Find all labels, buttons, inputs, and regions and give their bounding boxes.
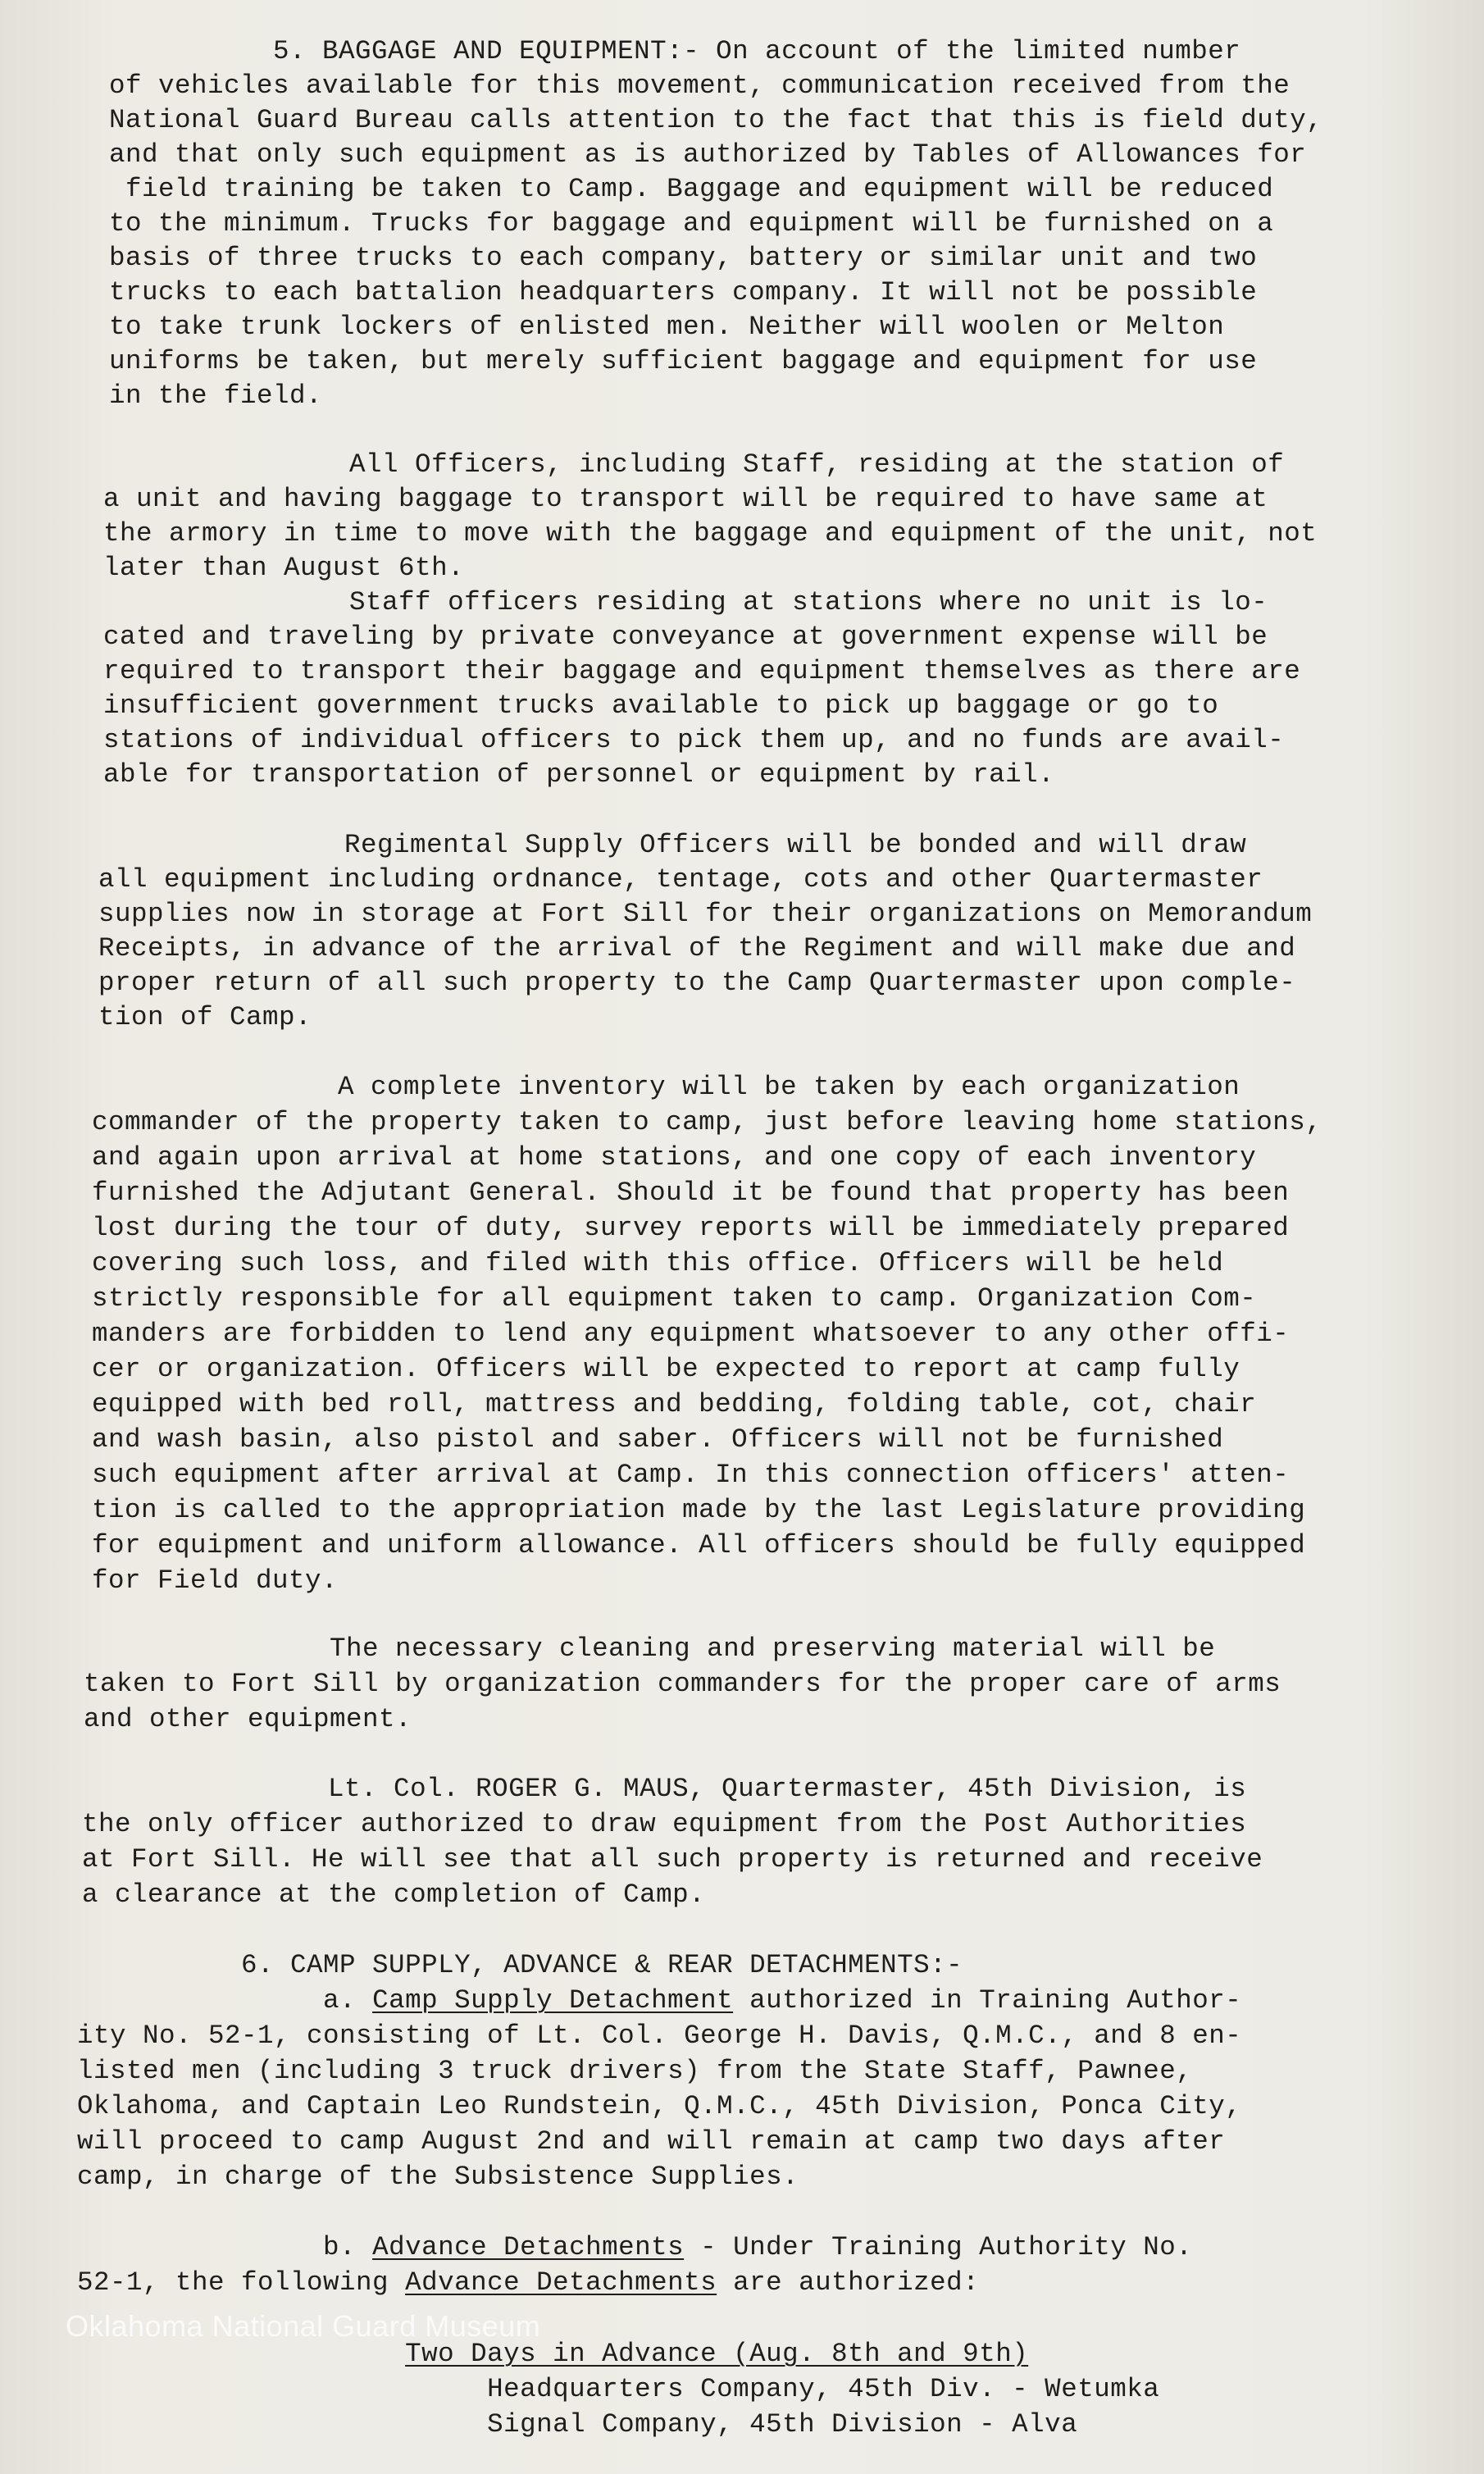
item-a-indent: a. (77, 1985, 373, 2016)
item-b-line2-pre: 52-1, the following (77, 2267, 406, 2298)
advance-detachments-ref: Advance Detachments (405, 2267, 717, 2298)
text-line: tion of Camp. (98, 1002, 312, 1032)
text-line: stations of individual officers to pick them up, and no funds are avail- (103, 725, 1285, 755)
text-line: proper return of all such property to the Camp Quartermaster upon comple- (98, 968, 1296, 998)
text-line: uniforms be taken, but merely sufficient baggage and equipment for use (109, 346, 1258, 376)
text-line: and other equipment. (84, 1704, 412, 1734)
text-line: The necessary cleaning and preserving material will be (84, 1633, 1216, 1664)
item-b-first-line (77, 2230, 1192, 2264)
item-a-rest: authorized in Training Author- (733, 1985, 1242, 2016)
text-line: National Guard Bureau calls attention to the fact that this is field duty, (109, 105, 1323, 135)
text-line: A complete inventory will be taken by each organization (92, 1072, 1240, 1102)
unit-line: Headquarters Company, 45th Div. - Wetumka (77, 2374, 1160, 2404)
text-line: a clearance at the completion of Camp. (82, 1879, 706, 1910)
text-line: trucks to each battalion headquarters company. It will not be possible (109, 277, 1258, 308)
text-line: Oklahoma, and Captain Leo Rundstein, Q.M.C., 45th Division, Ponca City, (77, 2091, 1242, 2121)
text-line: insufficient government trucks available to pick up baggage or go to (103, 690, 1219, 721)
text-line: and again upon arrival at home stations, and one copy of each inventory (92, 1142, 1257, 1173)
section-6-heading: 6. CAMP SUPPLY, ADVANCE & REAR DETACHMENTS:- (77, 1950, 963, 1980)
text-line: and that only such equipment as is authorized by Tables of Allowances for (109, 139, 1307, 170)
text-line: listed men (including 3 truck drivers) from the State Staff, Pawnee, (77, 2056, 1193, 2086)
text-line: lost during the tour of duty, survey reports will be immediately prepared (92, 1213, 1290, 1243)
text-line: strictly responsible for all equipment taken to camp. Organization Com- (92, 1283, 1257, 1314)
two-days-in-advance-title: Two Days in Advance (Aug. 8th and 9th) (405, 2339, 1029, 2369)
text-line: able for transportation of personnel or equipment by rail. (103, 759, 1055, 790)
text-line: tion is called to the appropriation made by the last Legislature providing (92, 1495, 1306, 1525)
item-b-second-line (77, 2266, 979, 2299)
text-line: manders are forbidden to lend any equipment whatsoever to any other offi- (92, 1319, 1290, 1349)
text-line: commander of the property taken to camp, just before leaving home stations, (92, 1107, 1322, 1137)
text-line: of vehicles available for this movement, communication received from the (109, 71, 1291, 101)
text-line: in the field. (109, 380, 323, 411)
text-line: camp, in charge of the Subsistence Supplies. (77, 2162, 799, 2192)
text-line: the only officer authorized to draw equipment from the Post Authorities (82, 1809, 1247, 1839)
text-line: covering such loss, and filed with this office. Officers will be held (92, 1248, 1224, 1278)
text-line: later than August 6th. (103, 553, 465, 583)
text-line: required to transport their baggage and equipment themselves as there are (103, 656, 1301, 686)
text-line: basis of three trucks to each company, battery or similar unit and two (109, 243, 1258, 273)
text-line: and wash basin, also pistol and saber. Officers will not be furnished (92, 1424, 1224, 1455)
text-line: Staff officers residing at stations where no unit is lo- (103, 587, 1268, 617)
text-line: Regimental Supply Officers will be bonded and will draw (98, 830, 1247, 860)
text-line: cer or organization. Officers will be expected to report at camp fully (92, 1354, 1240, 1384)
text-line: ity No. 52-1, consisting of Lt. Col. George H. Davis, Q.M.C., and 8 en- (77, 2021, 1242, 2051)
text-line: for equipment and uniform allowance. All officers should be fully equipped (92, 1530, 1306, 1560)
advance-detachments-title: Advance Detachments (372, 2232, 685, 2262)
text-line: for Field duty. (92, 1565, 339, 1596)
item-b-line2-post: are authorized: (717, 2267, 980, 2298)
text-line: all equipment including ordnance, tentage, cots and other Quartermaster (98, 864, 1263, 895)
text-line: cated and traveling by private conveyance at government expense will be (103, 622, 1268, 652)
text-line: at Fort Sill. He will see that all such property is returned and receive (82, 1844, 1263, 1875)
text-line: to the minimum. Trucks for baggage and equipment will be furnished on a (109, 208, 1274, 239)
text-line: All Officers, including Staff, residing at the station of (103, 449, 1285, 480)
text-line: to take trunk lockers of enlisted men. Neither will woolen or Melton (109, 312, 1225, 342)
text-line: supplies now in storage at Fort Sill for their organizations on Memorandum (98, 899, 1313, 929)
text-line: the armory in time to move with the baggage and equipment of the unit, not (103, 518, 1318, 549)
text-line: Receipts, in advance of the arrival of the Regiment and will make due and (98, 933, 1296, 964)
museum-watermark: Oklahoma National Guard Museum (66, 2309, 541, 2343)
text-line: will proceed to camp August 2nd and will remain at camp two days after (77, 2126, 1226, 2157)
text-line: furnished the Adjutant General. Should it be found that property has been (92, 1178, 1290, 1208)
item-a-first-line (77, 1984, 1241, 2017)
item-b-rest: - Under Training Authority No. (684, 2232, 1193, 2262)
text-line: such equipment after arrival at Camp. In this connection officers' atten- (92, 1460, 1290, 1490)
item-b-indent: b. (77, 2232, 373, 2262)
text-line: taken to Fort Sill by organization commanders for the proper care of arms (84, 1669, 1281, 1699)
text-line: field training be taken to Camp. Baggage and equipment will be reduced (109, 174, 1274, 204)
text-line: a unit and having baggage to transport will be required to have same at (103, 484, 1268, 514)
text-line: 5. BAGGAGE AND EQUIPMENT:- On account of the limited number (109, 36, 1241, 66)
text-line: equipped with bed roll, mattress and bedding, folding table, cot, chair (92, 1389, 1257, 1419)
text-line: Lt. Col. ROGER G. MAUS, Quartermaster, 45th Division, is (82, 1774, 1247, 1804)
camp-supply-detachment-title: Camp Supply Detachment (372, 1985, 734, 2016)
unit-line: Signal Company, 45th Division - Alva (77, 2409, 1078, 2440)
